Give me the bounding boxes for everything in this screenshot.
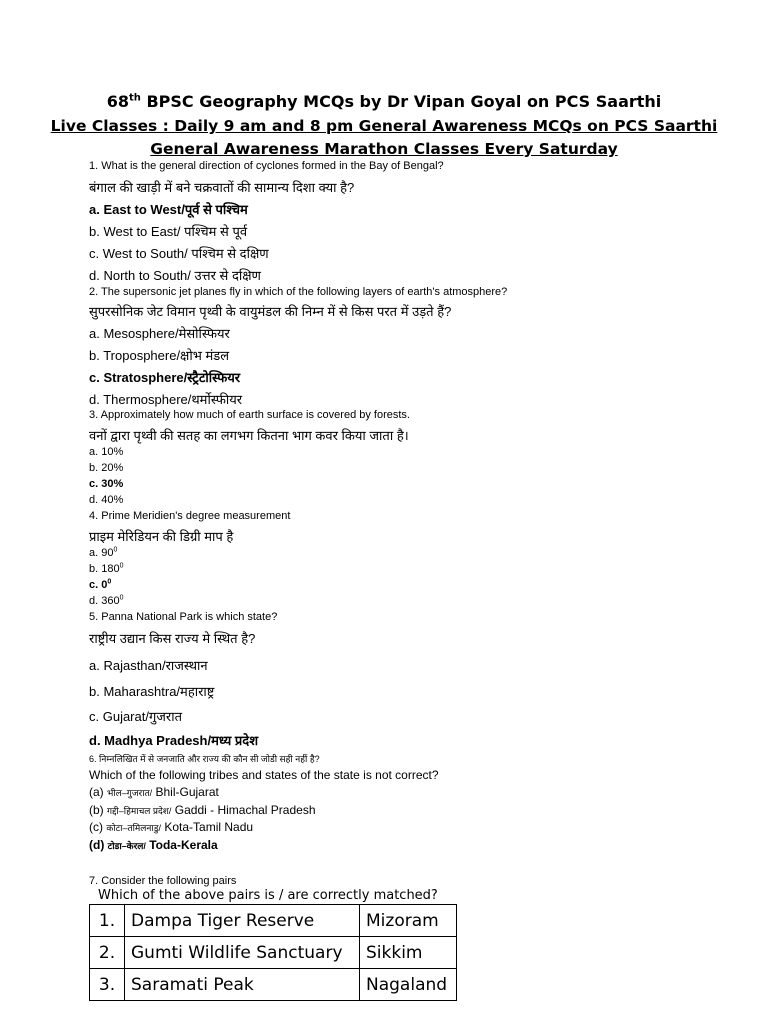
q3-option-b: b. 20% [89, 462, 124, 474]
q1-option-c: c. West to South/ पश्चिम से दक्षिण [89, 246, 269, 261]
q4-option-d: d. $360^0$ [89, 594, 124, 607]
q3-option-d: d. 40% [89, 494, 124, 506]
q5-option-a: a. Rajasthan/राजस्थान [89, 658, 208, 673]
row-state: Nagaland [360, 969, 457, 1001]
q3-option-a: a. 10% [89, 446, 124, 458]
row-number: 2. [90, 937, 125, 969]
q4-question: 4. Prime Meridien's degree measurement [89, 510, 291, 522]
q3-option-c: c. 30% [89, 478, 124, 490]
q1-option-b: b. West to East/ पश्चिम से पूर्व [89, 224, 248, 239]
q5-option-d: d. Madhya Pradesh/मध्य प्रदेश [89, 733, 259, 748]
q2-question: 2. The supersonic jet planes fly in which of the following layers of earth's atmosphere? [89, 286, 508, 298]
q6-hindi: 6. निम्नलिखित में से जनजाति और राज्य की कौन सी जोडी सही नहीं है? [89, 754, 320, 764]
q2-hindi: सुपरसोनिक जेट विमान पृथ्वी के वायुमंडल की निम्न में से किस परत में उड़ते हैं? [89, 304, 452, 319]
row-number: 3. [90, 969, 125, 1001]
document-title: 68th BPSC Geography MCQs by Dr Vipan Goyal on PCS Saarthi [106, 92, 662, 111]
q4-option-a: a. $90^0$ [89, 546, 118, 559]
q3-hindi: वनों द्वारा पृथ्वी की सतह का लगभग कितना भाग कवर किया जाता है। [89, 428, 409, 443]
q1-question: 1. What is the general direction of cyclones formed in the Bay of Bengal? [89, 160, 444, 172]
q5-option-b: b. Maharashtra/महाराष्ट्र [89, 684, 215, 699]
q6-option-c: (c) कोटा–तमिलनाडु/ Kota-Tamil Nadu [89, 820, 254, 834]
row-number: 1. [90, 905, 125, 937]
q1-option-a: a. East to West/पूर्व से पश्चिम [89, 202, 248, 217]
live-classes-line: Live Classes : Daily 9 am and 8 pm General Awareness MCQs on PCS Saarthi [50, 117, 718, 135]
q5-option-c: c. Gujarat/गुजरात [89, 709, 183, 724]
marathon-classes-line: General Awareness Marathon Classes Every Saturday [150, 140, 618, 158]
q6-option-d: (d) टोडा–केरल/ Toda-Kerala [89, 838, 218, 852]
q4-hindi: प्राइम मेरिडियन की डिग्री माप है [89, 529, 234, 544]
q6-option-a: (a) भील–गुजरात/ Bhil-Gujarat [89, 785, 219, 799]
table-row [90, 969, 457, 1001]
row-name: Gumti Wildlife Sanctuary [125, 937, 360, 969]
q7-subquestion: Which of the above pairs is / are correctly matched? [98, 888, 438, 903]
table-row [90, 937, 457, 969]
q5-question: 5. Panna National Park is which state? [89, 611, 278, 623]
pairs-table [89, 904, 457, 1001]
row-name: Saramati Peak [125, 969, 360, 1001]
q4-option-c: c. $0^0$ [89, 578, 112, 591]
q6-option-b: (b) गद्दी–हिमाचल प्रदेश/ Gaddi - Himachal Pradesh [89, 803, 316, 817]
q7-question: 7. Consider the following pairs [89, 875, 237, 887]
q2-option-a: a. Mesosphere/मेसोस्फियर [89, 326, 230, 341]
q2-option-b: b. Troposphere/क्षोभ मंडल [89, 348, 230, 363]
table-row [90, 905, 457, 937]
row-state: Mizoram [360, 905, 457, 937]
q1-option-d: d. North to South/ उत्तर से दक्षिण [89, 268, 261, 283]
q1-hindi: बंगाल की खाड़ी में बने चक्रवातों की सामान्य दिशा क्या है? [89, 180, 355, 195]
q3-question: 3. Approximately how much of earth surface is covered by forests. [89, 409, 410, 421]
q5-hindi: राष्ट्रीय उद्यान किस राज्य मे स्थित है? [89, 631, 256, 646]
q2-option-d: d. Thermosphere/थर्मोस्फीयर [89, 392, 243, 407]
q2-option-c: c. Stratosphere/स्ट्रैटोस्फियर [89, 370, 241, 385]
q4-option-b: b. $180^0$ [89, 562, 124, 575]
row-state: Sikkim [360, 937, 457, 969]
q6-question: Which of the following tribes and states of the state is not correct? [89, 768, 439, 782]
row-name: Dampa Tiger Reserve [125, 905, 360, 937]
